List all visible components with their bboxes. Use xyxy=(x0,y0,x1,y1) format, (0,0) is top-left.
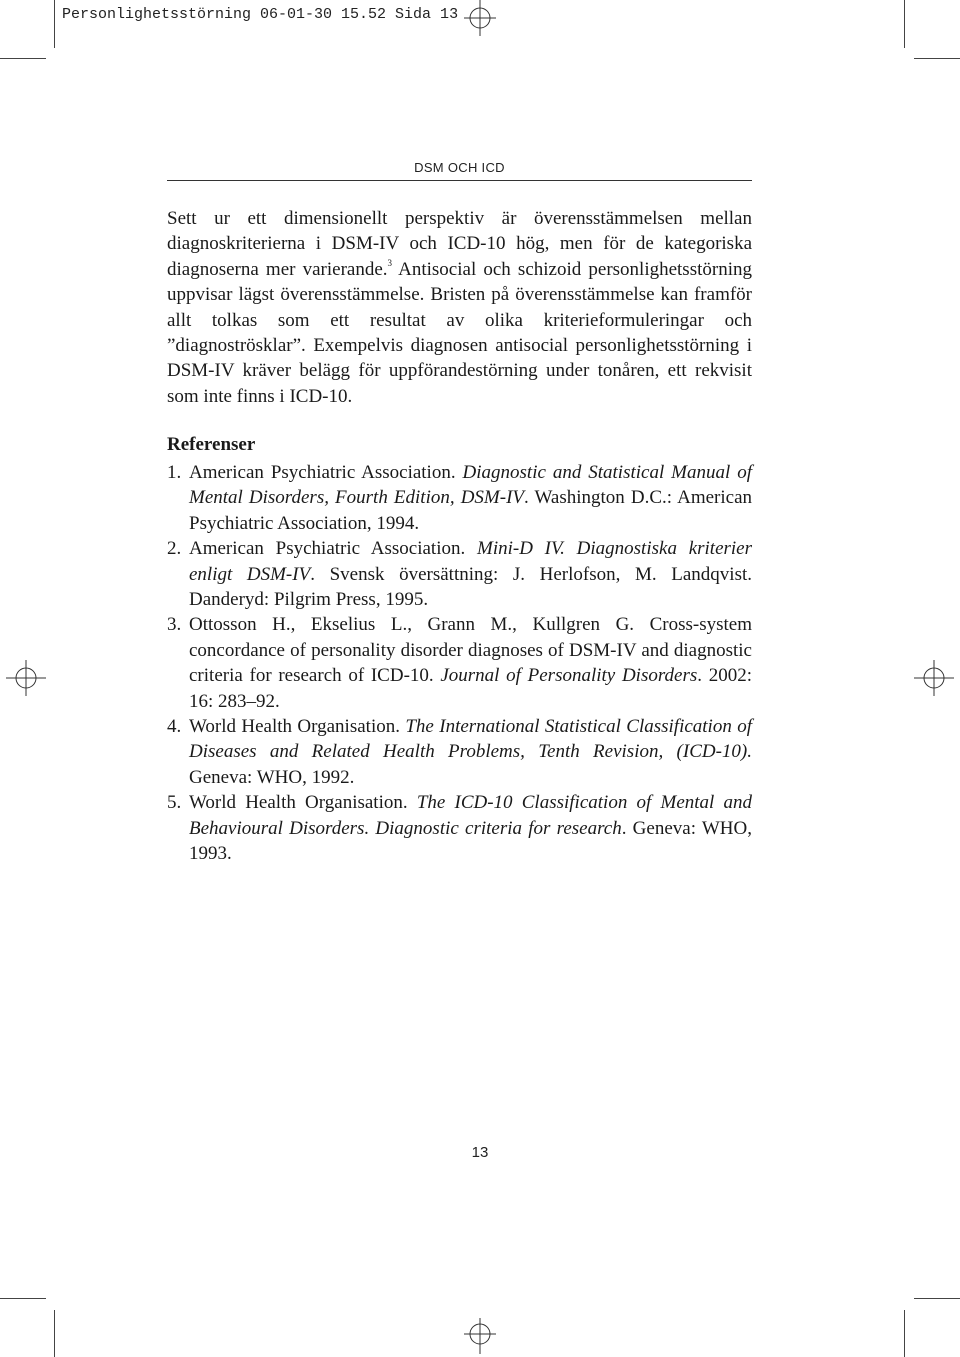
reference-author: American Psychiatric Association. xyxy=(189,462,463,483)
reference-title: The International Statistical Classification of Diseases and Related Health Problems, Tenth Revision, (ICD-10). xyxy=(189,716,752,763)
reference-details: . Svensk översättning: J. Herlofson, M. Landqvist. Danderyd: Pilgrim Press, 1995. xyxy=(189,563,753,611)
reference-list xyxy=(167,460,752,867)
registration-mark-bottom xyxy=(460,1314,500,1354)
reference-details: . Washington D.C.: American Psychiatric Association, 1994. xyxy=(189,487,753,534)
registration-mark-top xyxy=(460,0,500,40)
reference-author: World Health Organisation. xyxy=(189,792,417,814)
reference-details: . Geneva: WHO, 1993. xyxy=(189,817,752,865)
reference-author: Ottosson H., Ekselius L., Grann M., Kullgren G. Cross-system concordance of personality disorder diagnoses of DSM-IV and diagnostic criteria for research of ICD-10. xyxy=(189,614,752,687)
page-number: 13 xyxy=(471,1144,489,1161)
registration-mark-left xyxy=(6,658,46,698)
references-heading: Referenser xyxy=(167,434,256,455)
registration-mark-right xyxy=(914,658,954,698)
reference-details: . 2002: 16: 283–92. xyxy=(189,665,752,712)
reference-title: Diagnostic and Statistical Manual of Mental Disorders, Fourth Edition, DSM-IV xyxy=(189,462,752,509)
reference-title: Mini-D IV. Diagnostiska kriterier enligt DSM-IV xyxy=(189,538,753,585)
reference-title: The ICD-10 Classification of Mental and Behavioural Disorders. Diagnostic criteria for research xyxy=(189,792,753,839)
reference-item xyxy=(167,790,752,866)
reference-item xyxy=(167,612,752,714)
header-rule xyxy=(167,180,752,181)
reference-author: American Psychiatric Association. xyxy=(189,538,477,560)
footnote-reference: 3 xyxy=(387,257,393,268)
reference-author: World Health Organisation. xyxy=(189,716,406,738)
running-header: DSM OCH ICD xyxy=(414,160,505,175)
reference-number: 1. xyxy=(167,462,182,483)
reference-number: 4. xyxy=(167,716,182,738)
reference-number: 2. xyxy=(167,538,182,560)
reference-item xyxy=(167,714,752,790)
body-paragraph xyxy=(167,206,752,409)
reference-number: 5. xyxy=(167,792,182,814)
printer-slug: Personlighetsstörning 06-01-30 15.52 Sida 13 xyxy=(62,6,459,23)
reference-title: Journal of Personality Disorders xyxy=(440,665,698,687)
paragraph-text-1: Sett ur ett dimensionellt perspektiv är överensstämmelsen mellan diagnoskriterierna i DSM-IV och ICD-10 hög, men för de kategoriska diagnoserna mer varierande. xyxy=(167,208,752,280)
reference-item xyxy=(167,460,752,536)
paragraph-text-2: Antisocial och schizoid personlighetsstörning uppvisar lägst överensstämmelse. Bristen på överensstämmelse kan framför allt tolkas som ett resultat av olika kriterieformuleringar och ”diagnoströsklar”. Exempelvis diagnosen antisocial personlighetsstörning i DSM-IV kräver belägg för uppförandestörning under tonåren, ett rekvisit som inte finns i ICD-10. xyxy=(167,258,752,407)
reference-item xyxy=(167,536,752,612)
reference-details: Geneva: WHO, 1992. xyxy=(189,766,355,788)
reference-number: 3. xyxy=(167,614,182,636)
